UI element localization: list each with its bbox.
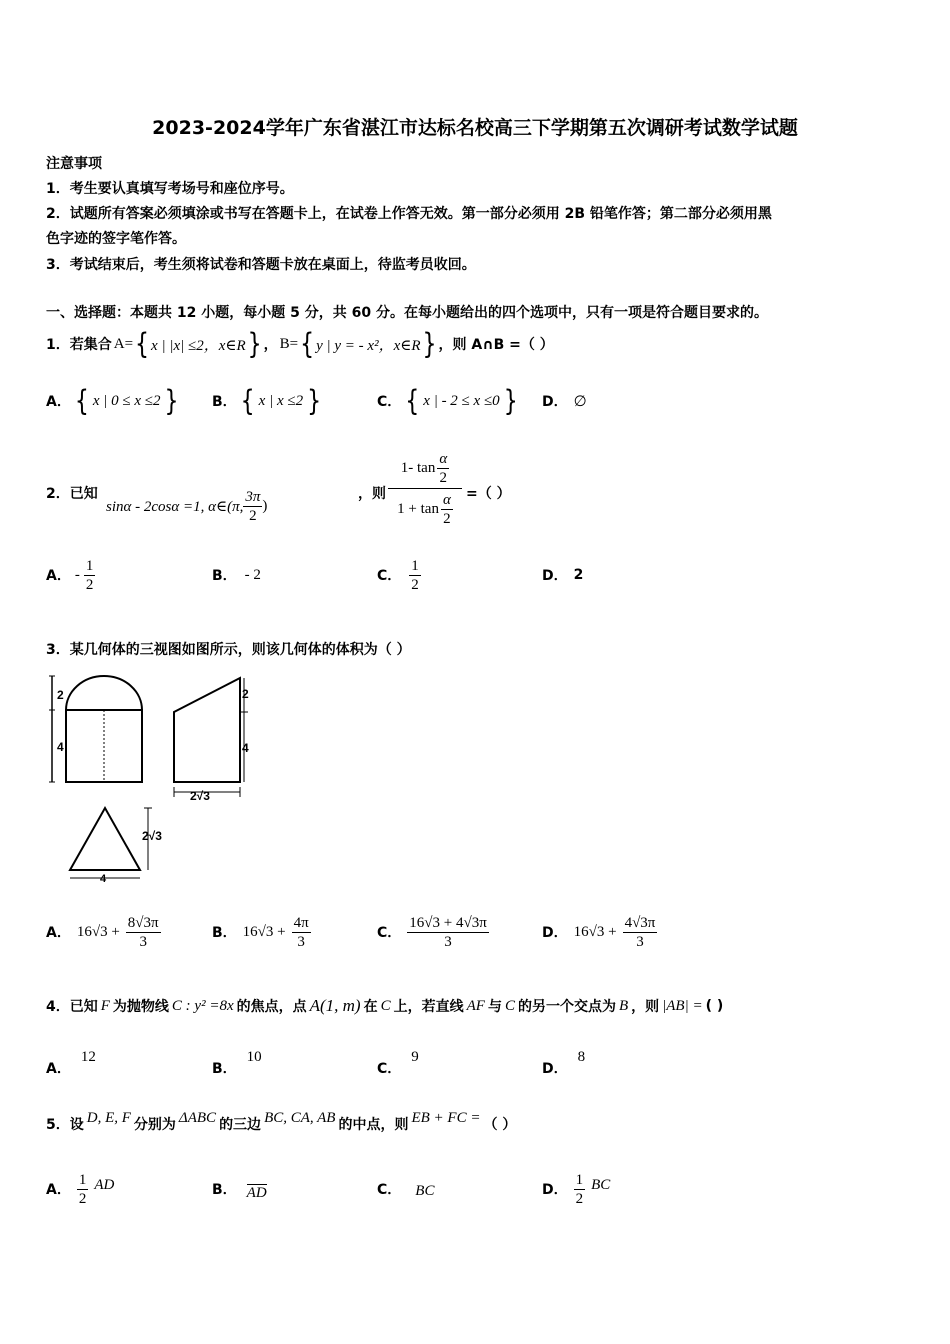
q4-text: 上，若直线 (393, 999, 464, 1015)
frac-num: 4π (293, 914, 309, 931)
q5-math: D, E, F (86, 1109, 131, 1126)
option-label: A． (46, 394, 71, 410)
notice-item-1: 1．考生要认真填写考场号和座位序号。 (46, 181, 294, 197)
dim-label: 2 (57, 688, 64, 702)
notice-item-2-cont: 色字迹的签字笔作答。 (46, 231, 186, 247)
option-text: 8 (577, 1049, 586, 1065)
q5-option-d[interactable] (542, 1166, 610, 1212)
q1-setB-label: B= (279, 335, 299, 352)
option-text: 16√3 + (242, 923, 286, 940)
page-title: 2023-2024学年广东省湛江市达标名校高三下学期第五次调研考试数学试题 (152, 117, 798, 139)
frac-den: 2 (439, 469, 448, 486)
dim-label: 2 (242, 687, 249, 701)
q1-setB-body: y | y = - x²，x∈R (316, 337, 421, 354)
q5-text: 5．设 (46, 1117, 84, 1133)
option-label: A． (46, 1061, 71, 1077)
dim-label: 2√3 (142, 829, 162, 843)
q1-option-a[interactable] (46, 386, 179, 416)
q5-math: EB + FC = (411, 1109, 481, 1126)
option-text: 10 (246, 1049, 262, 1065)
option-label: D． (542, 1182, 568, 1198)
side-view-figure (168, 672, 256, 802)
top-view-figure (64, 804, 176, 884)
option-vector: BC (591, 1176, 611, 1193)
frac-num: 1 (411, 557, 419, 574)
option-label: C． (377, 1182, 402, 1198)
question-5 (46, 1108, 516, 1140)
option-label: D． (542, 568, 568, 584)
q4-option-d[interactable] (542, 1046, 585, 1078)
frac-den: 3 (636, 933, 644, 950)
option-text: x | 0 ≤ x ≤2 (92, 392, 161, 409)
frac-den: 2 (78, 1190, 87, 1207)
option-label: B． (212, 1182, 237, 1198)
q1-setA-label: A= (113, 335, 134, 352)
option-vector: AD (94, 1176, 115, 1193)
option-label: A． (46, 568, 71, 584)
q4-math: C (380, 997, 391, 1014)
q5-text: 的中点，则 (338, 1117, 409, 1133)
brace-left-icon: { (240, 384, 255, 418)
option-sign: - (74, 566, 80, 583)
q1-option-d[interactable] (542, 386, 587, 416)
q4-abs: |AB| = (662, 997, 703, 1014)
q4-parabola: C : y² =8x (171, 997, 234, 1014)
option-text: x | - 2 ≤ x ≤0 (423, 392, 500, 409)
brace-right-icon: } (164, 384, 179, 418)
option-frac (623, 914, 658, 951)
q1-option-c[interactable] (377, 386, 518, 416)
q4-math: C (504, 997, 515, 1014)
q3-option-d[interactable] (542, 910, 657, 954)
q4-option-c[interactable] (377, 1046, 419, 1078)
frac-num: 3π (245, 489, 261, 505)
half-alpha (441, 491, 453, 528)
q5-text: 分别为 (133, 1117, 176, 1133)
section-heading: 一、选择题：本题共 12 小题，每小题 5 分，共 60 分。在每小题给出的四个选项中，只有一项是符合题目要求的。 (46, 305, 768, 321)
q4-point: A(1, m) (309, 996, 361, 1015)
option-label: A． (46, 925, 71, 941)
q2-condition (106, 488, 267, 525)
option-label: D． (542, 1061, 568, 1077)
frac-den: 2 (575, 1190, 584, 1207)
option-text: 16√3 + (76, 923, 120, 940)
option-text: x | x ≤2 (258, 392, 304, 409)
expr-num-text: 1- tan (400, 459, 436, 476)
option-text: 16√3 + (573, 923, 617, 940)
frac-num: α (439, 450, 448, 467)
q4-text: 在 (363, 999, 378, 1015)
q5-text: （ ） (483, 1117, 517, 1133)
q4-option-b[interactable] (212, 1046, 262, 1078)
option-label: B． (212, 925, 237, 941)
dim-label: 2√3 (190, 789, 210, 802)
question-1 (46, 328, 554, 360)
dim-label: 4 (242, 741, 249, 755)
q2-expression (388, 448, 462, 529)
q2-expr-num (388, 448, 462, 489)
frac-num: 1 (575, 1171, 584, 1188)
brace-right-icon: } (422, 327, 437, 361)
notice-heading: 注意事项 (46, 156, 102, 172)
dim-label: 4 (57, 740, 64, 754)
q2-option-d[interactable] (542, 553, 583, 597)
option-frac (126, 914, 161, 951)
q4-text: 的另一个交点为 (517, 999, 616, 1015)
frac-den: 2 (249, 508, 257, 524)
q5-math: ΔABC (178, 1109, 217, 1126)
q4-option-a[interactable] (46, 1046, 96, 1078)
q2-cond-frac (243, 488, 262, 525)
brace-right-icon: } (247, 327, 262, 361)
option-label: C． (377, 568, 402, 584)
notice-item-3: 3．考试结束后，考生须将试卷和答题卡放在桌面上，待监考员收回。 (46, 257, 476, 273)
q4-math: B (618, 997, 629, 1014)
frac-num: 1 (85, 557, 94, 574)
option-frac (409, 557, 421, 594)
q2-option-a[interactable] (46, 553, 95, 597)
option-label: C． (377, 925, 402, 941)
brace-right-icon: } (503, 384, 518, 418)
q5-option-a[interactable] (46, 1166, 114, 1212)
frac-den: 2 (443, 510, 451, 527)
option-label: B． (212, 394, 237, 410)
frac-num: 8√3π (127, 914, 159, 931)
frac-den: 3 (444, 933, 452, 950)
q4-math: AF (466, 997, 485, 1014)
q1-stem-end: ，则 A∩B =（ ） (438, 337, 554, 353)
front-view-figure (48, 672, 152, 786)
q4-text: 4．已知 (46, 999, 98, 1015)
q4-text: 的焦点，点 (236, 999, 307, 1015)
q2-equals: =（ ） (466, 486, 511, 502)
frac-den: 3 (139, 933, 147, 950)
option-frac (77, 1171, 89, 1208)
q1-option-b[interactable] (212, 386, 321, 416)
brace-right-icon: } (307, 384, 322, 418)
q2-cond-end: ) (262, 498, 268, 514)
option-label: C． (377, 1061, 402, 1077)
q1-comma: ， (263, 337, 278, 353)
q4-text: 为抛物线 (112, 999, 169, 1015)
frac-den: 2 (85, 576, 94, 593)
q3-stem: 3．某几何体的三视图如图所示，则该几何体的体积为（ ） (46, 642, 411, 658)
q4-math: F (100, 997, 110, 1014)
frac-num: α (442, 491, 451, 508)
half-alpha (437, 450, 449, 487)
option-label: B． (212, 1061, 237, 1077)
q1-setA-body: x | |x| ≤2，x∈R (151, 337, 246, 354)
option-text: 2 (573, 567, 584, 583)
frac-num: 16√3 + 4√3π (409, 914, 487, 931)
notice-item-2: 2．试题所有答案必须填涂或书写在答题卡上，在试卷上作答无效。第一部分必须用 2B 铅笔作答；第二部分必须用黑 (46, 206, 772, 222)
option-frac (292, 914, 311, 951)
brace-left-icon: { (405, 384, 420, 418)
option-vector: AD (246, 1185, 267, 1201)
q2-option-b[interactable] (212, 553, 261, 597)
q2-option-c[interactable] (377, 553, 421, 597)
frac-num: 1 (78, 1171, 87, 1188)
option-label: D． (542, 394, 568, 410)
option-text: 12 (80, 1049, 96, 1065)
q1-stem: 1．若集合 (46, 337, 112, 353)
option-frac (574, 1171, 586, 1208)
q4-text: 与 (487, 999, 502, 1015)
q5-option-c[interactable] (377, 1166, 434, 1212)
q2-expr-den (388, 489, 462, 529)
q3-option-c[interactable] (377, 910, 489, 954)
frac-den: 3 (297, 933, 305, 950)
dim-label: 4 (100, 873, 107, 884)
q5-math: BC, CA, AB (264, 1109, 336, 1126)
option-frac (407, 914, 489, 951)
frac-num: 4√3π (624, 914, 656, 931)
q3-option-a[interactable] (46, 910, 161, 954)
option-label: A． (46, 1182, 71, 1198)
option-text: 9 (411, 1049, 419, 1065)
option-label: C． (377, 394, 402, 410)
option-text: - 2 (244, 566, 261, 583)
expr-den-text: 1 + tan (397, 500, 439, 517)
q5-option-b[interactable] (212, 1166, 267, 1212)
q3-option-b[interactable] (212, 910, 311, 954)
q5-text: 的三边 (219, 1117, 262, 1133)
option-vector: BC (415, 1182, 435, 1199)
question-4 (46, 990, 723, 1022)
q2-stem: 2．已知 (46, 486, 98, 502)
option-frac (84, 557, 96, 594)
brace-left-icon: { (74, 384, 89, 418)
q2-then: ，则 (358, 486, 386, 502)
q4-text: ( ) (705, 998, 724, 1014)
brace-left-icon: { (300, 327, 315, 361)
empty-set-icon: ∅ (573, 393, 587, 410)
q2-cond-text: sinα - 2cosα =1, α∈(π, (106, 499, 244, 515)
option-label: D． (542, 925, 568, 941)
brace-left-icon: { (135, 327, 150, 361)
frac-den: 2 (411, 576, 419, 593)
option-label: B． (212, 568, 237, 584)
q4-text: ，则 (631, 999, 660, 1015)
